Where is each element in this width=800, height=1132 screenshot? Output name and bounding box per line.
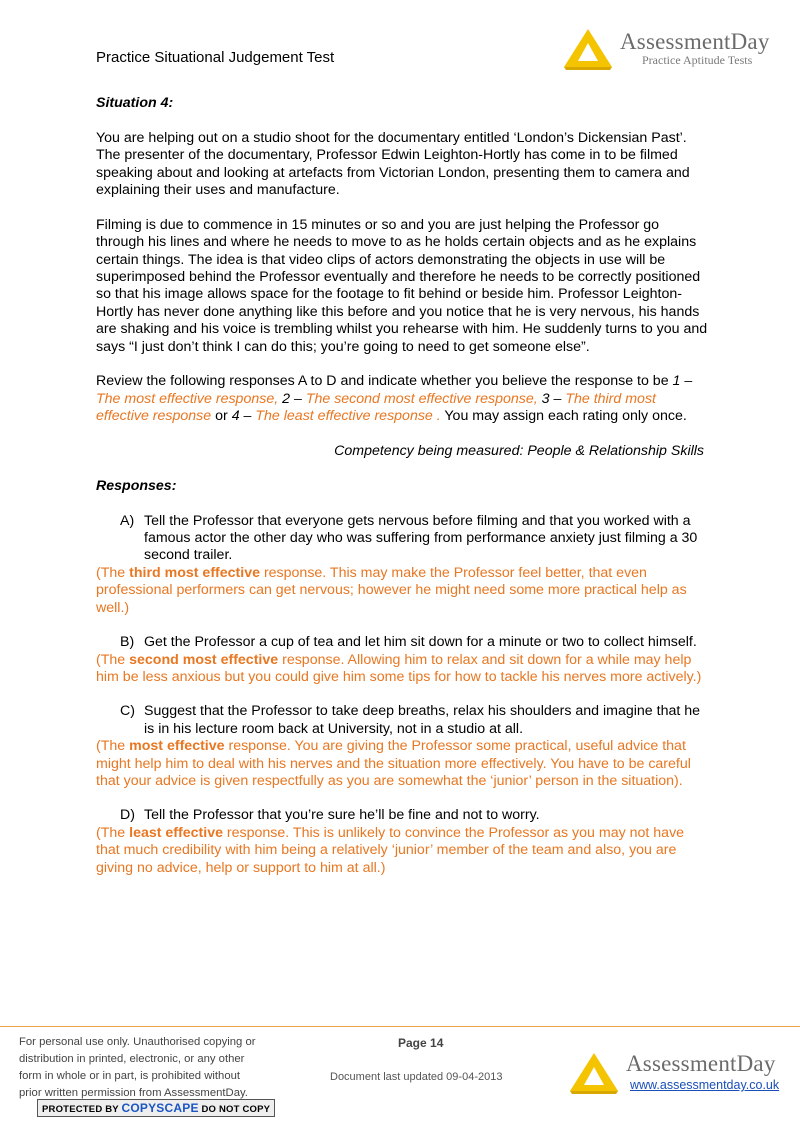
logo-tagline: Practice Aptitude Tests — [642, 53, 753, 67]
rating-1-label: The most effective response, — [96, 390, 279, 407]
rating-3-number: 3 – — [541, 390, 562, 407]
response-feedback: (The third most effective response. This may make the Professor feel better, that even professional performers can get nervous; however he might need some more practical help as well.) — [96, 564, 687, 616]
response-feedback: (The most effective response. You are giving the Professor some practical, useful advice that might help him to deal with his nerves and the situation more effectively. You have to be careful that your advice is given respectfully as you are somewhat the ‘junior’ person in the situation). — [96, 738, 691, 789]
response-letter: C) — [120, 703, 135, 720]
logo-triangle-icon — [560, 25, 616, 71]
response-c — [96, 703, 708, 790]
document-header-title: Practice Situational Judgement Test — [96, 49, 335, 66]
or-word: or — [215, 408, 228, 425]
competency-line: Competency being measured: People & Relationship Skills — [334, 443, 704, 460]
response-feedback: (The second most effective response. Allowing him to relax and sit down for a while may help him be less anxious but you could give him some tips for how to tackle his nerves more actively.) — [96, 651, 702, 685]
situation-paragraph-2: Filming is due to commence in 15 minutes or so and you are just helping the Professor go through his lines and where he needs to move to as he holds certain objects and as he explains certain things. The idea is that video clips of actors demonstrating the objects in use will be superimposed behind the Professor eventually and therefore he needs to be correctly positioned so that his image allows space for the footage to fit behind or beside him. Professor Leighton-Hortly has never done anything like this before and you notice that he is very nervous, his hands are shaking and his voice is trembling whilst you rehearse with him. He suddenly turns to you and says “I just don’t think I can do this; you’re going to need to get someone else”. — [96, 216, 708, 355]
copyright-notice: For personal use only. Unauthorised copying or distribution in printed, electronic, or any other form in whole or in part, is prohibited without prior written permission from AssessmentDay. — [19, 1036, 256, 1099]
review-instructions — [96, 373, 708, 425]
review-end: You may assign each rating only once. — [444, 408, 687, 425]
logo-triangle-icon — [566, 1049, 622, 1095]
response-text: D) Tell the Professor that you’re sure he’ll be fine and not to worry. — [120, 807, 540, 824]
main-content — [96, 95, 708, 894]
rating-2-number: 2 – — [282, 390, 302, 407]
response-letter: B) — [120, 634, 135, 651]
rating-1-number: 1 – — [672, 373, 693, 390]
review-intro: Review the following responses A to D and indicate whether you believe the response to be — [96, 373, 669, 390]
response-a — [96, 513, 708, 617]
logo-brand-text: AssessmentDay — [620, 29, 770, 54]
situation-heading: Situation 4: — [96, 95, 174, 111]
rating-4-label: The least effective response . — [255, 408, 441, 425]
response-letter: D) — [120, 807, 135, 824]
situation-paragraph-1: You are helping out on a studio shoot for the documentary entitled ‘London’s Dickensian Past’. The presenter of the documentary, Professor Edwin Leighton-Hortly has come in to be filmed speaking about and looking at artefacts from Victorian London, presenting them to camera and explaining their uses and manufacture. — [96, 129, 690, 199]
page-number: Page 14 — [398, 1036, 444, 1050]
response-letter: A) — [120, 512, 135, 529]
response-b — [96, 634, 708, 686]
copyscape-badge[interactable]: PROTECTED BY COPYSCAPE DO NOT COPY — [37, 1099, 275, 1117]
assessmentday-logo — [560, 25, 770, 71]
rating-3-label: The third most effective response — [96, 390, 656, 425]
rating-4-number: 4 – — [231, 408, 252, 425]
website-link[interactable]: www.assessmentday.co.uk — [630, 1078, 780, 1093]
response-text: B) Get the Professor a cup of tea and let him sit down for a minute or two to collect himself. — [120, 634, 697, 651]
response-text: C) Suggest that the Professor to take deep breaths, relax his shoulders and imagine that he is in his lecture room back at University, not in a studio at all. — [120, 703, 701, 737]
response-d — [96, 807, 708, 877]
footer-logo — [566, 1049, 779, 1095]
responses-heading: Responses: — [96, 477, 177, 494]
last-updated-date: Document last updated 09-04-2013 — [330, 1071, 503, 1083]
logo-brand-text: AssessmentDay — [626, 1051, 776, 1077]
response-text: A) Tell the Professor that everyone gets nervous before filming and that you worked with a famous actor the other day who was suffering from performance anxiety just filming a 30 second trailer. — [120, 512, 698, 564]
response-feedback: (The least effective response. This is unlikely to convince the Professor as you may not have that much credibility with him being a relatively ‘junior’ member of the team and also, you are giving no advice, help or support to him at all.) — [96, 824, 685, 876]
footer-divider — [0, 1026, 800, 1027]
rating-2-label: The second most effective response, — [305, 390, 538, 407]
